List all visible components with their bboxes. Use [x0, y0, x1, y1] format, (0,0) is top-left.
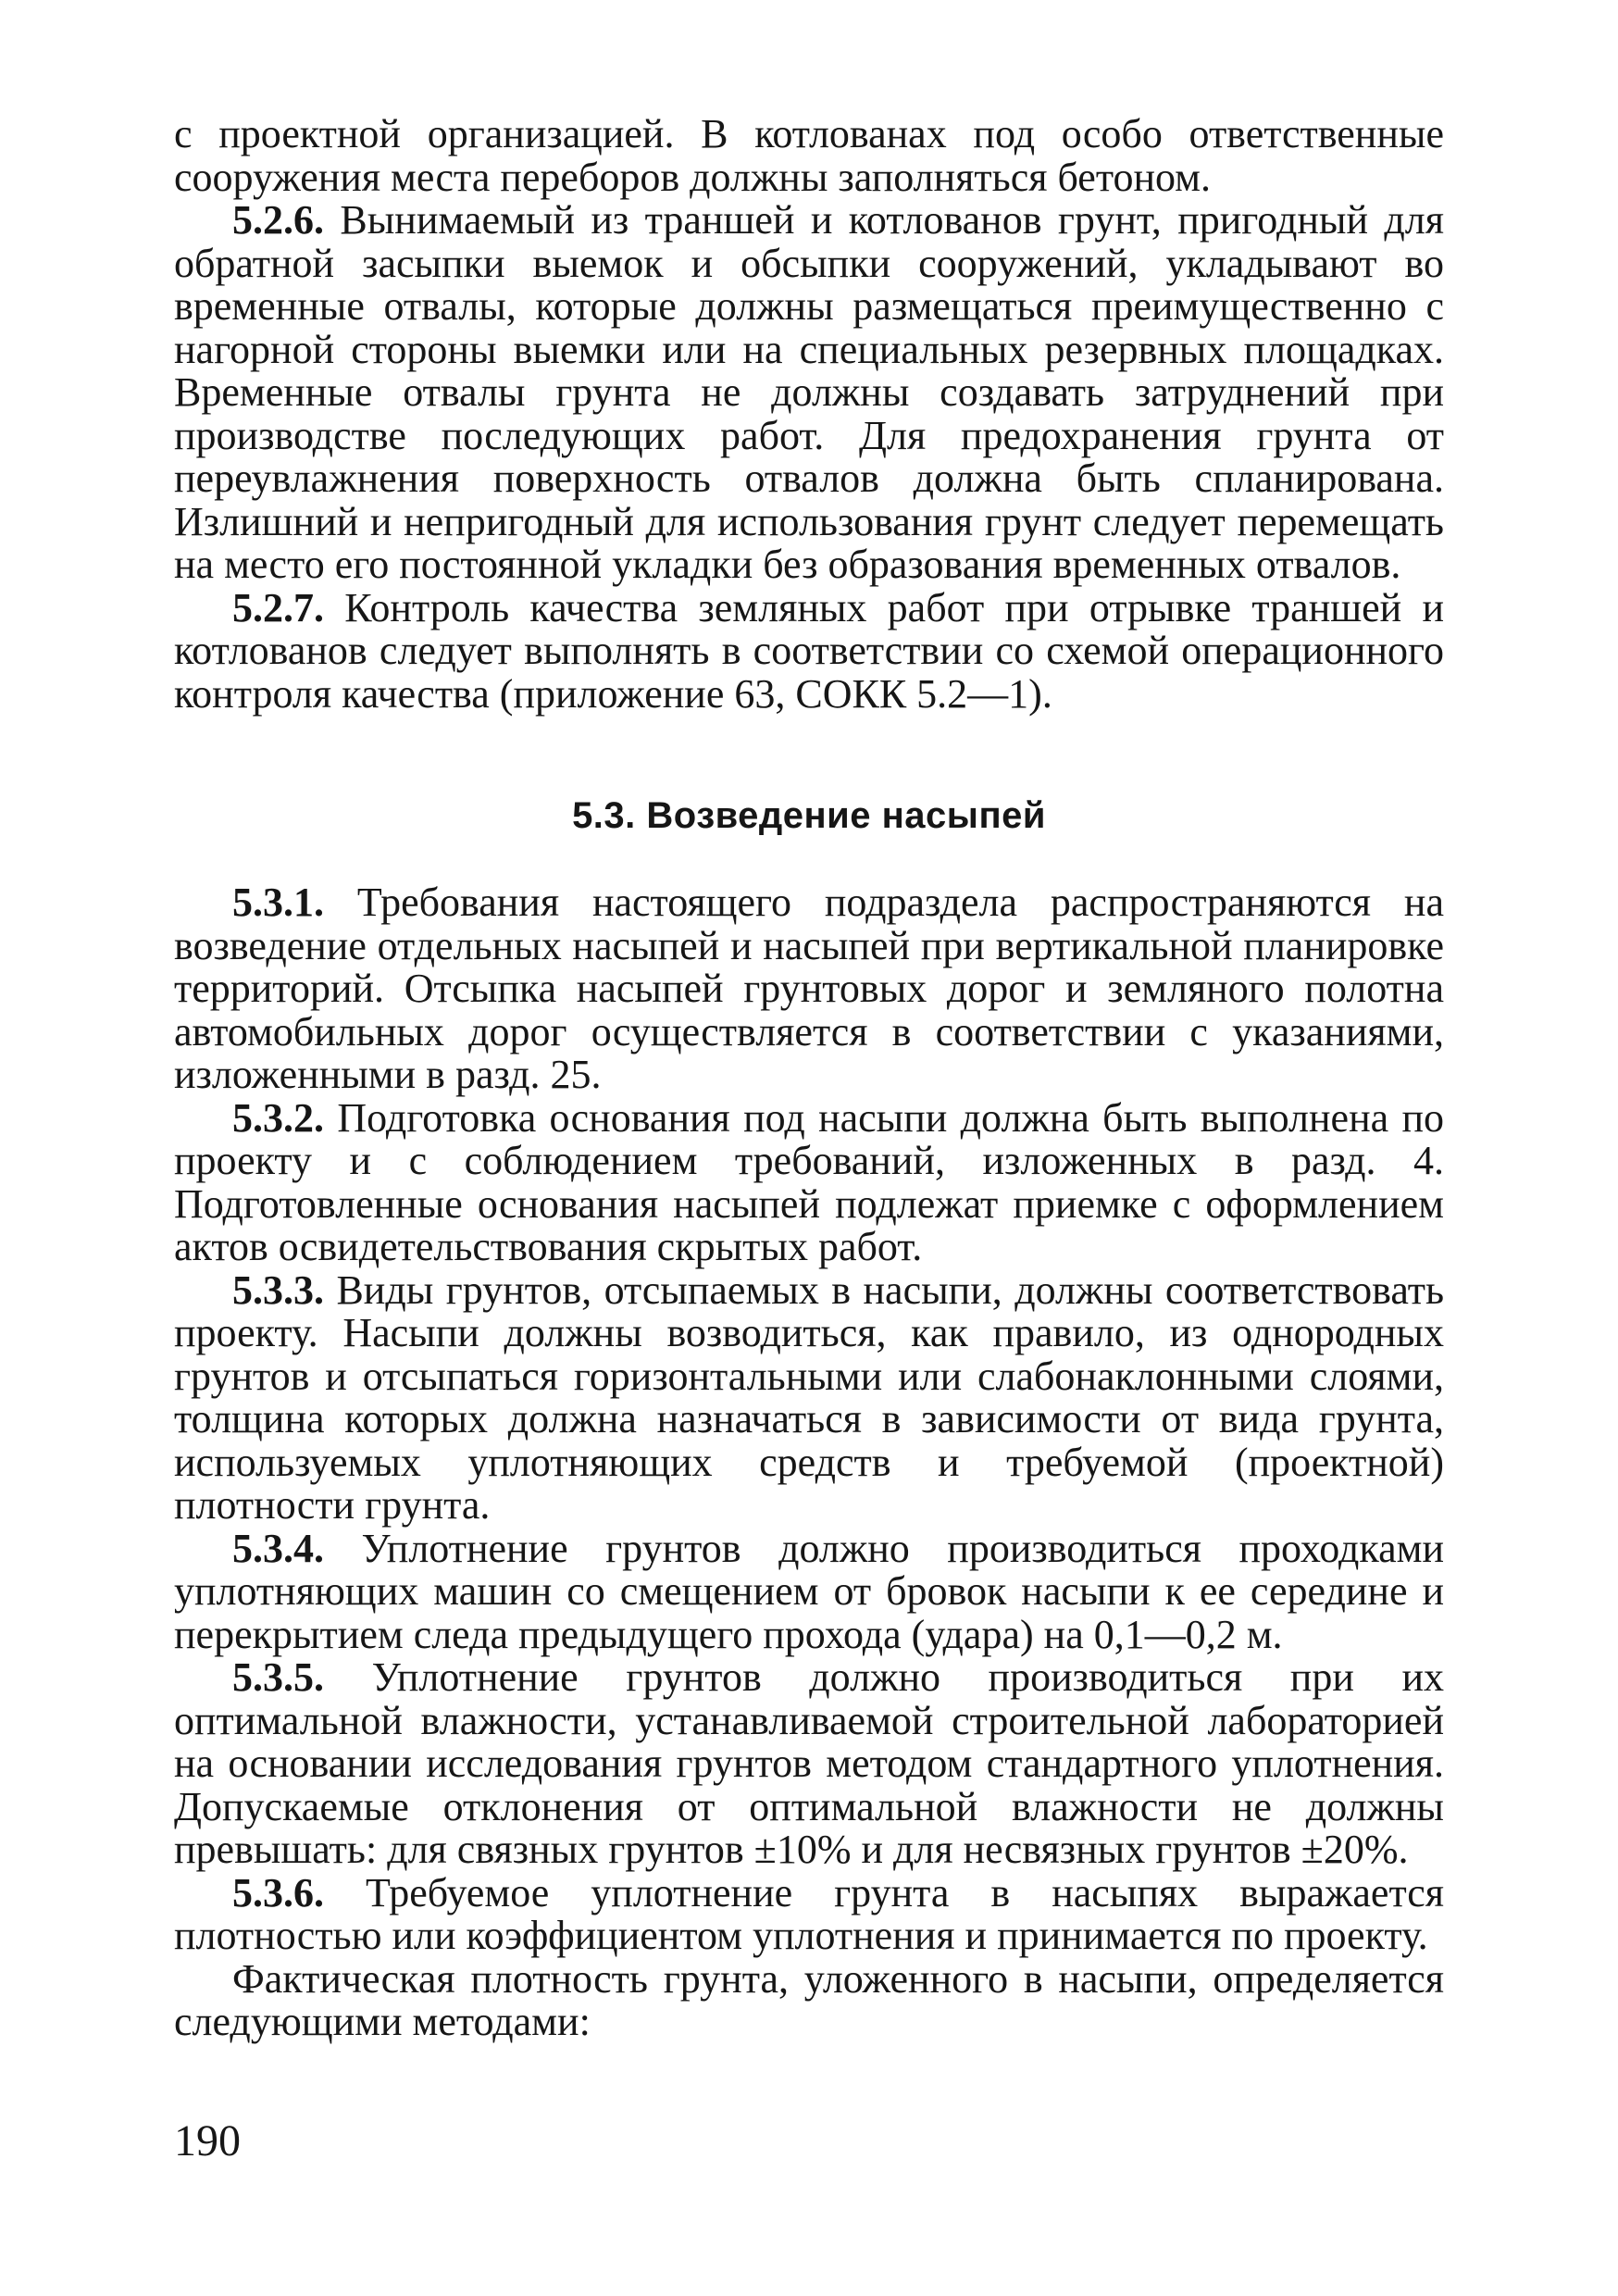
- paragraph-number: 5.3.3.: [232, 1267, 324, 1313]
- paragraph-text: Контроль качества земляных работ при отрывке траншей и котлованов следует выполнять в соответствии со схемой операционного контроля качества (приложение 63, СОКК 5.2—1).: [174, 584, 1444, 717]
- paragraph-text: Уплотнение грунтов должно производиться проходками уплотняющих машин со смещением от бровок насыпи к ее середине и перекрытием следа предыдущего прохода (удара) на 0,1—0,2 м.: [174, 1525, 1444, 1657]
- paragraph-5-3-6: [174, 1869, 1444, 1958]
- paragraph-number: 5.3.4.: [232, 1525, 324, 1571]
- document-page: [174, 113, 1444, 2044]
- paragraph-5-3-2: [174, 1094, 1445, 1269]
- paragraph-5-3-4: [174, 1525, 1444, 1657]
- page-number: 190: [174, 2116, 241, 2165]
- paragraph-number: 5.2.6.: [232, 197, 324, 243]
- paragraph-5-2-7: [174, 584, 1444, 717]
- paragraph-number: 5.2.7.: [232, 584, 324, 630]
- paragraph-text: Требуемое уплотнение грунта в насыпях выражается плотностью или коэффициентом уплотнения и принимается по проекту.: [174, 1869, 1444, 1958]
- continuation-paragraph: с проектной организацией. В котлованах под особо ответственные сооружения места переборов должны заполняться бетоном.: [174, 111, 1444, 200]
- paragraph-number: 5.3.5.: [232, 1654, 324, 1700]
- paragraph-text: Виды грунтов, отсыпаемых в насыпи, должны соответствовать проекту. Насыпи должны возводиться, как правило, из однородных грунтов и отсыпаться горизонтальными или слабонаклонными слоями, толщина которых должна назначаться в зависимости от вида грунта, используемых уплотняющих средств и требуемой (проектной) плотности грунта.: [174, 1267, 1445, 1528]
- closing-paragraph: Фактическая плотность грунта, уложенного в насыпи, определяется следующими методами:: [174, 1955, 1444, 2044]
- paragraph-text: Подготовка основания под насыпи должна быть выполнена по проекту и с соблюдением требований, изложенных в разд. 4. Подготовленные основания насыпей подлежат приемке с оформлением актов освидетельствования скрытых работ.: [174, 1094, 1445, 1269]
- paragraph-text: Вынимаемый из траншей и котлованов грунт, пригодный для обратной засыпки выемок и обсыпки сооружений, укладывают во временные отвалы, которые должны размещаться преимущественно с нагорной стороны выемки или на специальных резервных площадках. Временные отвалы грунта не должны создавать затруднений при производстве последующих работ. Для предохранения грунта от переувлажнения поверхность отвалов должна быть спланирована. Излишний и непригодный для использования грунт следует перемещать на место его постоянной укладки без образования временных отвалов.: [174, 197, 1444, 587]
- paragraph-5-2-6: [174, 199, 1444, 587]
- paragraph-number: 5.3.6.: [232, 1869, 324, 1915]
- paragraph-number: 5.3.2.: [232, 1094, 324, 1141]
- paragraph-text: Уплотнение грунтов должно производиться при их оптимальной влажности, устанавливаемой строительной лабораторией на основании исследования грунтов методом стандартного уплотнения. Допускаемые отклонения от оптимальной влажности не должны превышать: для связных грунтов ±10% и для несвязных грунтов ±20%.: [174, 1654, 1445, 1872]
- paragraph-5-3-1: [174, 881, 1444, 1097]
- paragraph-5-3-5: [174, 1656, 1444, 1872]
- paragraph-text: Требования настоящего подраздела распространяются на возведение отдельных насыпей и насыпей при вертикальной планировке территорий. Отсыпка насыпей грунтовых дорог и земляного полотна автомобильных дорог осуществляется в соответствии с указаниями, изложенными в разд. 25.: [174, 880, 1444, 1097]
- paragraph-5-3-3: [174, 1269, 1444, 1528]
- section-heading: 5.3. Возведение насыпей: [572, 795, 1046, 836]
- paragraph-number: 5.3.1.: [232, 880, 324, 925]
